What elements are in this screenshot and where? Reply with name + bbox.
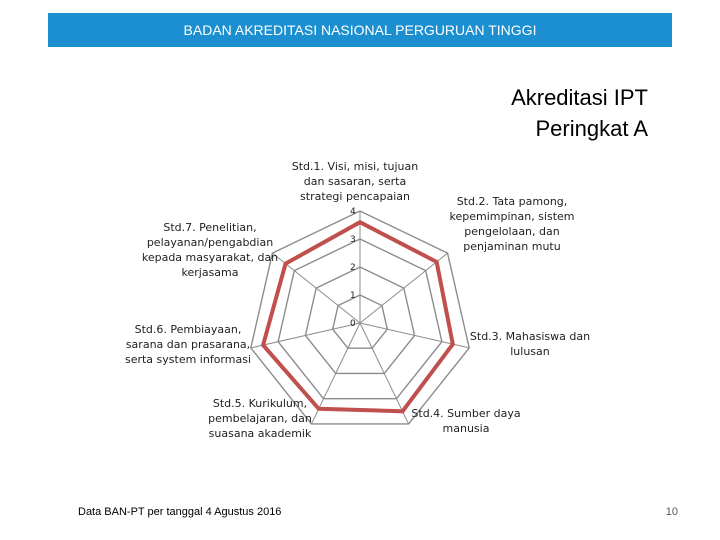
data-source-note: Data BAN-PT per tanggal 4 Agustus 2016 (78, 506, 282, 518)
tick-label-4: 4 (350, 207, 356, 217)
radar-grid (251, 211, 469, 424)
axis-label-std-7: Std.7. Penelitian, pelayanan/pengabdian kepada masyarakat, dan kerjasama (141, 221, 279, 279)
tick-label-3: 3 (350, 235, 356, 245)
title-line-2: Peringkat A (535, 116, 648, 141)
axis-label-std-1: Std.1. Visi, misi, tujuan dan sasaran, serta strategi pencapaian (291, 160, 419, 203)
spoke-2 (360, 253, 448, 323)
axis-label-std-2: Std.2. Tata pamong, kepemimpinan, sistem pengelolaan, dan penjaminan mutu (449, 195, 575, 253)
axis-label-std-6: Std.6. Pembiayaan, sarana dan prasarana, serta system informasi (124, 323, 252, 366)
page-number: 10 (665, 506, 678, 518)
tick-label-0: 0 (350, 319, 356, 329)
tick-label-2: 2 (350, 263, 356, 273)
radar-series (263, 222, 453, 411)
tick-label-1: 1 (350, 291, 356, 301)
series-line-1 (263, 222, 453, 411)
axis-label-std-5: Std.5. Kurikulum, pembelajaran, dan suasana akademik (208, 397, 312, 440)
axis-label-std-3: Std.3. Mahasiswa dan lulusan (469, 330, 591, 358)
header-banner: BADAN AKREDITASI NASIONAL PERGURUAN TINGGI (48, 13, 672, 47)
axis-label-std-4: Std.4. Sumber daya manusia (411, 407, 521, 435)
title-line-1: Akreditasi IPT (511, 85, 648, 110)
